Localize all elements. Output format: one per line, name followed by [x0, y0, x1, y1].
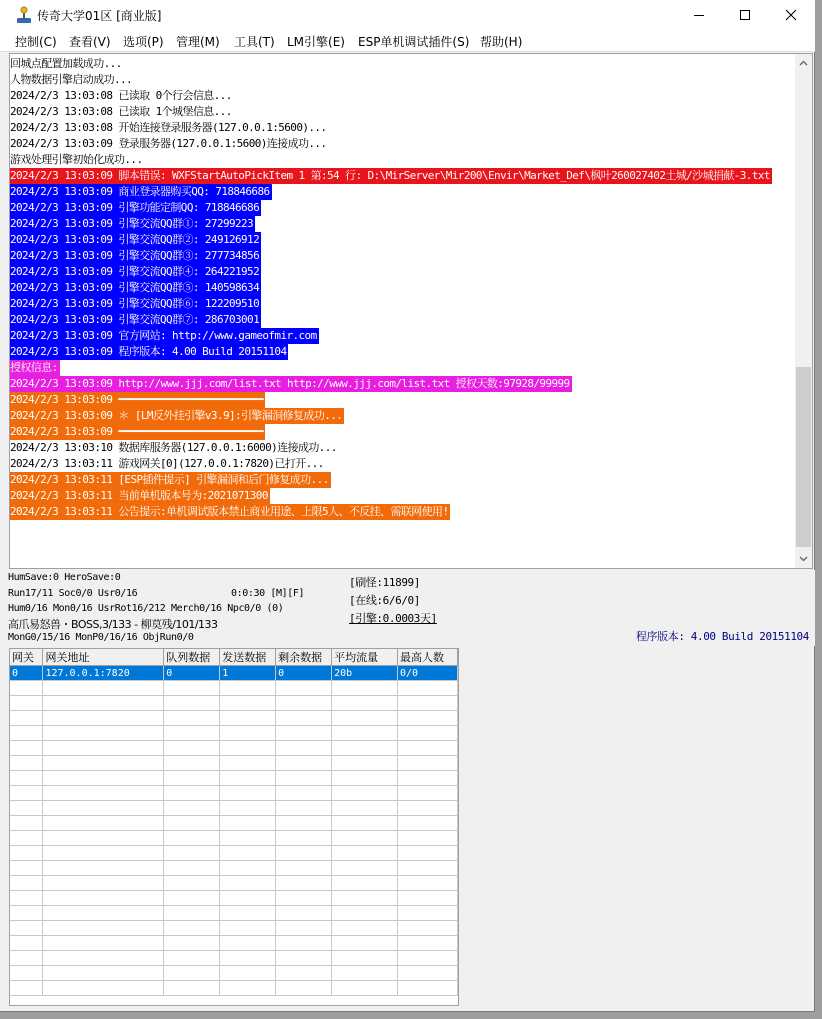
grid-cell: [398, 846, 458, 861]
log-line: [10, 360, 772, 376]
grid-header-cell[interactable]: 平均流量: [332, 649, 398, 666]
log-line-text: 2024/2/3 13:03:09 引擎功能定制QQ: 718846686: [10, 201, 260, 214]
log-line: [10, 408, 772, 424]
grid-cell: [10, 891, 43, 906]
grid-cell: [220, 981, 276, 996]
menu-bar: [0, 30, 815, 52]
grid-cell: [164, 861, 220, 876]
minimize-icon: [693, 9, 705, 21]
log-line: [10, 504, 772, 520]
grid-cell: [276, 681, 332, 696]
grid-cell: [276, 921, 332, 936]
grid-cell: [276, 801, 332, 816]
grid-cell: [332, 876, 398, 891]
status-mon: MonG0/15/16 MonP0/16/16 ObjRun0/0: [8, 632, 194, 643]
grid-cell: [276, 831, 332, 846]
table-row[interactable]: [10, 666, 458, 681]
menu-esp-plugin[interactable]: ESP单机调试插件(S): [358, 35, 470, 49]
table-row-empty[interactable]: [10, 906, 458, 921]
log-line: [10, 184, 772, 200]
gateway-table: [10, 649, 458, 996]
table-row-empty[interactable]: [10, 921, 458, 936]
grid-header-row: [10, 649, 458, 666]
grid-cell: [10, 861, 43, 876]
log-line-text: 2024/2/3 13:03:09 登录服务器(127.0.0.1:5600)连接成功...: [10, 137, 327, 150]
log-line: [10, 232, 772, 248]
log-line: [10, 456, 772, 472]
status-time: 0:0:30 [M][F]: [231, 588, 305, 599]
grid-cell: [164, 921, 220, 936]
grid-cell: 1: [220, 666, 276, 681]
grid-cell: [398, 741, 458, 756]
table-row-empty[interactable]: [10, 831, 458, 846]
log-line: [10, 72, 772, 88]
table-row-empty[interactable]: [10, 801, 458, 816]
log-line-text: 2024/2/3 13:03:09 引擎交流QQ群④: 264221952: [10, 265, 260, 278]
status-panel: [0, 570, 815, 646]
grid-cell: [398, 756, 458, 771]
grid-cell: [332, 891, 398, 906]
table-row-empty[interactable]: [10, 936, 458, 951]
grid-cell: [43, 816, 164, 831]
grid-cell: [332, 921, 398, 936]
grid-cell: [398, 861, 458, 876]
grid-cell: [332, 906, 398, 921]
grid-header-cell[interactable]: 网关: [10, 649, 43, 666]
grid-cell: [43, 711, 164, 726]
menu-lm-engine[interactable]: LM引擎(E): [287, 35, 345, 49]
grid-cell: [10, 966, 43, 981]
grid-cell: [43, 891, 164, 906]
grid-cell: [276, 966, 332, 981]
log-line-text: 2024/2/3 13:03:08 开始连接登录服务器(127.0.0.1:5600)...: [10, 121, 327, 134]
gateway-grid[interactable]: [9, 648, 459, 1006]
grid-cell: 0/0: [398, 666, 458, 681]
grid-cell: [10, 951, 43, 966]
grid-cell: [43, 936, 164, 951]
log-scrollbar[interactable]: [795, 54, 812, 568]
grid-cell: [276, 891, 332, 906]
grid-cell: [398, 816, 458, 831]
scroll-up-icon[interactable]: [799, 59, 808, 68]
log-line: [10, 104, 772, 120]
log-line-text: 2024/2/3 13:03:11 [ESP插件提示] 引擎漏洞和后门修复成功...: [10, 473, 329, 486]
grid-cell: [10, 696, 43, 711]
grid-cell: [220, 696, 276, 711]
grid-cell: [332, 696, 398, 711]
grid-cell: [398, 711, 458, 726]
grid-cell: [10, 786, 43, 801]
log-line: [10, 472, 772, 488]
table-row-empty[interactable]: [10, 681, 458, 696]
log-line-text: 授权信息:: [10, 361, 58, 374]
status-boss: 高爪易怒兽・BOSS,3/133 - 柳莫残/101/133: [8, 618, 218, 631]
grid-cell: [10, 726, 43, 741]
grid-cell: [276, 861, 332, 876]
log-line: [10, 152, 772, 168]
log-line-text: 2024/2/3 13:03:09 引擎交流QQ群③: 277734856: [10, 249, 260, 262]
grid-cell: [276, 846, 332, 861]
log-line: [10, 488, 772, 504]
log-line: [10, 424, 772, 440]
grid-cell: [276, 876, 332, 891]
grid-cell: [220, 876, 276, 891]
grid-cell: 0: [164, 666, 220, 681]
grid-cell: [220, 771, 276, 786]
grid-header-cell[interactable]: 发送数据: [220, 649, 276, 666]
grid-cell: [43, 831, 164, 846]
grid-cell: [10, 711, 43, 726]
status-online: [在线:6/6/0]: [349, 594, 420, 607]
grid-cell: [164, 816, 220, 831]
grid-cell: 0: [276, 666, 332, 681]
grid-cell: [332, 681, 398, 696]
log-line: [10, 376, 772, 392]
grid-cell: [398, 771, 458, 786]
status-save: HumSave:0 HeroSave:0: [8, 572, 121, 583]
log-output[interactable]: [9, 53, 813, 569]
log-line-text: 2024/2/3 13:03:08 已读取 1个城堡信息...: [10, 105, 232, 118]
grid-cell: [276, 756, 332, 771]
maximize-icon: [739, 9, 751, 21]
grid-cell: [276, 936, 332, 951]
table-row-empty[interactable]: [10, 891, 458, 906]
grid-cell: [220, 891, 276, 906]
grid-cell: [398, 696, 458, 711]
table-row-empty[interactable]: [10, 876, 458, 891]
menu-tools[interactable]: 工具(T): [234, 35, 275, 49]
grid-cell: [276, 726, 332, 741]
joystick-icon: [16, 6, 32, 24]
grid-cell: [276, 816, 332, 831]
grid-cell: [43, 741, 164, 756]
grid-cell: [398, 891, 458, 906]
grid-cell: [10, 816, 43, 831]
table-row-empty[interactable]: [10, 711, 458, 726]
grid-cell: [164, 696, 220, 711]
grid-header-cell[interactable]: 队列数据: [164, 649, 220, 666]
grid-cell: [276, 771, 332, 786]
grid-cell: [276, 711, 332, 726]
grid-cell: [220, 726, 276, 741]
grid-cell: [220, 831, 276, 846]
table-row-empty[interactable]: [10, 756, 458, 771]
log-line: [10, 312, 772, 328]
grid-cell: [164, 726, 220, 741]
grid-cell: [10, 921, 43, 936]
log-line-text: 2024/2/3 13:03:09 引擎交流QQ群①: 27299223: [10, 217, 254, 230]
menu-manage[interactable]: 管理(M): [176, 35, 220, 49]
table-row-empty[interactable]: [10, 771, 458, 786]
grid-cell: [164, 711, 220, 726]
log-line: [10, 264, 772, 280]
grid-cell: [43, 966, 164, 981]
grid-cell: [10, 846, 43, 861]
grid-cell: [10, 741, 43, 756]
grid-cell: [10, 906, 43, 921]
grid-cell: [332, 861, 398, 876]
table-row-empty[interactable]: [10, 981, 458, 996]
table-row-empty[interactable]: [10, 966, 458, 981]
grid-cell: [398, 786, 458, 801]
grid-cell: [164, 771, 220, 786]
table-row-empty[interactable]: [10, 726, 458, 741]
grid-cell: 127.0.0.1:7820: [43, 666, 164, 681]
grid-cell: [43, 846, 164, 861]
grid-cell: [332, 726, 398, 741]
log-line-text: 2024/2/3 13:03:09 引擎交流QQ群⑤: 140598634: [10, 281, 260, 294]
status-engine: [引擎:0.0003天]: [349, 612, 437, 625]
grid-cell: [332, 771, 398, 786]
grid-cell: [10, 756, 43, 771]
log-line: [10, 56, 772, 72]
log-line: [10, 200, 772, 216]
grid-cell: [332, 801, 398, 816]
log-line: [10, 120, 772, 136]
grid-cell: [43, 861, 164, 876]
table-row-empty[interactable]: [10, 846, 458, 861]
maximize-button[interactable]: [722, 0, 768, 30]
status-run: Run17/11 Soc0/0 Usr0/16: [8, 588, 138, 599]
grid-cell: [398, 801, 458, 816]
grid-cell: [43, 921, 164, 936]
grid-cell: [220, 801, 276, 816]
log-line: [10, 168, 772, 184]
grid-cell: [398, 726, 458, 741]
grid-cell: [164, 756, 220, 771]
grid-cell: [10, 681, 43, 696]
grid-header-cell[interactable]: 剩余数据: [276, 649, 332, 666]
grid-cell: [332, 711, 398, 726]
log-line-text: 2024/2/3 13:03:10 数据库服务器(127.0.0.1:6000)连接成功...: [10, 441, 337, 454]
grid-cell: [43, 981, 164, 996]
log-line-text: 2024/2/3 13:03:09 引擎交流QQ群⑥: 122209510: [10, 297, 260, 310]
grid-cell: [43, 906, 164, 921]
log-line: [10, 328, 772, 344]
grid-cell: [398, 876, 458, 891]
log-line-text: 2024/2/3 13:03:11 当前单机版本号为:2021071300: [10, 489, 268, 502]
grid-cell: [276, 741, 332, 756]
log-line-text: 2024/2/3 13:03:09 ━━━━━━━━━━━━━━━━━━━━━━━━: [10, 425, 263, 438]
log-line: [10, 296, 772, 312]
grid-cell: [164, 786, 220, 801]
menu-control[interactable]: 控制(C): [15, 35, 57, 49]
version-label: 程序版本: 4.00 Build 20151104: [635, 630, 809, 643]
grid-cell: [398, 906, 458, 921]
grid-cell: [43, 876, 164, 891]
grid-cell: [332, 936, 398, 951]
grid-cell: [220, 756, 276, 771]
table-row-empty[interactable]: [10, 816, 458, 831]
grid-cell: [398, 966, 458, 981]
grid-header-cell[interactable]: 最高人数: [398, 649, 458, 666]
grid-cell: [398, 936, 458, 951]
log-line: [10, 248, 772, 264]
log-line: [10, 216, 772, 232]
log-line-text: 2024/2/3 13:03:09 ＊ [LM反外挂引擎v3.9]:引擎漏洞修复成功...: [10, 409, 343, 422]
table-row-empty[interactable]: [10, 696, 458, 711]
grid-cell: [332, 816, 398, 831]
grid-cell: [220, 906, 276, 921]
grid-cell: [43, 681, 164, 696]
log-line-text: 2024/2/3 13:03:08 已读取 0个行会信息...: [10, 89, 232, 102]
grid-cell: [164, 741, 220, 756]
log-line-text: 2024/2/3 13:03:09 引擎交流QQ群⑦: 286703001: [10, 313, 260, 326]
grid-cell: [220, 846, 276, 861]
log-line: [10, 88, 772, 104]
log-line-text: 游戏处理引擎初始化成功...: [10, 153, 143, 166]
log-line-text: 2024/2/3 13:03:09 官方网站: http://www.gameofmir.com: [10, 329, 317, 342]
grid-cell: [220, 936, 276, 951]
close-button[interactable]: [768, 0, 814, 30]
minimize-button[interactable]: [676, 0, 722, 30]
grid-cell: [164, 891, 220, 906]
grid-cell: [332, 741, 398, 756]
status-hum: Hum0/16 Mon0/16 UsrRot16/212 Merch0/16 Npc0/0 (0): [8, 603, 284, 614]
log-line-text: 2024/2/3 13:03:09 ━━━━━━━━━━━━━━━━━━━━━━━━: [10, 393, 263, 406]
grid-cell: [164, 966, 220, 981]
grid-cell: [164, 681, 220, 696]
menu-help[interactable]: 帮助(H): [480, 35, 523, 49]
grid-cell: [220, 861, 276, 876]
grid-cell: [43, 756, 164, 771]
log-line: [10, 392, 772, 408]
status-refresh: [刷怪:11899]: [349, 576, 420, 589]
grid-cell: [164, 981, 220, 996]
grid-cell: [43, 696, 164, 711]
grid-cell: [220, 786, 276, 801]
grid-cell: [43, 951, 164, 966]
grid-cell: [10, 876, 43, 891]
grid-cell: [220, 951, 276, 966]
log-line-text: 回城点配置加载成功...: [10, 57, 122, 70]
table-row-empty[interactable]: [10, 861, 458, 876]
grid-cell: [276, 906, 332, 921]
grid-cell: [220, 681, 276, 696]
grid-cell: [43, 786, 164, 801]
log-line-text: 2024/2/3 13:03:09 程序版本: 4.00 Build 20151104: [10, 345, 287, 358]
grid-cell: [398, 681, 458, 696]
log-lines: [10, 56, 772, 520]
log-line: [10, 136, 772, 152]
grid-cell: [276, 981, 332, 996]
window-title: 传奇大学01区 [商业版]: [37, 9, 162, 23]
grid-cell: [10, 801, 43, 816]
grid-cell: [220, 921, 276, 936]
grid-cell: [276, 696, 332, 711]
grid-cell: [10, 981, 43, 996]
close-icon: [785, 9, 797, 21]
log-line-text: 2024/2/3 13:03:09 引擎交流QQ群②: 249126912: [10, 233, 260, 246]
scroll-thumb[interactable]: [796, 367, 811, 547]
log-line-text: 人物数据引擎启动成功...: [10, 73, 133, 86]
grid-cell: [220, 711, 276, 726]
grid-cell: [332, 951, 398, 966]
grid-cell: [332, 756, 398, 771]
grid-cell: [10, 771, 43, 786]
grid-cell: [43, 771, 164, 786]
grid-cell: [398, 951, 458, 966]
table-row-empty[interactable]: [10, 951, 458, 966]
log-line-text: 2024/2/3 13:03:09 http://www.jjj.com/list.txt http://www.jjj.com/list.txt 授权天数:97928/99999: [10, 377, 570, 390]
grid-cell: [10, 936, 43, 951]
grid-cell: [332, 831, 398, 846]
grid-cell: [276, 951, 332, 966]
scroll-down-icon[interactable]: [799, 554, 808, 563]
grid-cell: [276, 786, 332, 801]
grid-cell: [332, 966, 398, 981]
grid-cell: [220, 741, 276, 756]
grid-cell: [332, 846, 398, 861]
grid-cell: 20b: [332, 666, 398, 681]
grid-cell: [164, 831, 220, 846]
title-bar[interactable]: [0, 0, 815, 30]
grid-cell: [220, 816, 276, 831]
grid-cell: [332, 786, 398, 801]
grid-cell: [332, 981, 398, 996]
menu-view[interactable]: 查看(V): [69, 35, 111, 49]
log-line: [10, 280, 772, 296]
grid-cell: [164, 876, 220, 891]
menu-options[interactable]: 选项(P): [123, 35, 164, 49]
grid-cell: [164, 951, 220, 966]
grid-cell: [164, 846, 220, 861]
grid-cell: [43, 801, 164, 816]
grid-header-cell[interactable]: 网关地址: [43, 649, 164, 666]
log-line-text: 2024/2/3 13:03:11 公告提示:单机调试版本禁止商业用途、上限5人、不反挂、需联网使用!: [10, 505, 449, 518]
grid-cell: [164, 906, 220, 921]
grid-cell: [43, 726, 164, 741]
grid-cell: [164, 936, 220, 951]
grid-cell: [398, 921, 458, 936]
grid-cell: [164, 801, 220, 816]
grid-cell: [10, 831, 43, 846]
grid-cell: [398, 831, 458, 846]
log-line: [10, 440, 772, 456]
log-line-text: 2024/2/3 13:03:09 商业登录器购买QQ: 718846686: [10, 185, 270, 198]
grid-cell: [220, 966, 276, 981]
table-row-empty[interactable]: [10, 741, 458, 756]
log-line-text: 2024/2/3 13:03:11 游戏网关[0](127.0.0.1:7820)已打开...: [10, 457, 324, 470]
log-line-text: 2024/2/3 13:03:09 脚本错误: WXFStartAutoPickItem 1 第:54 行: D:\MirServer\Mir200\Envir\Market_Def\枫叶260027402土城/沙城捐献-3.txt: [10, 169, 770, 182]
table-row-empty[interactable]: [10, 786, 458, 801]
grid-cell: [398, 981, 458, 996]
log-line: [10, 344, 772, 360]
grid-cell: 0: [10, 666, 43, 681]
